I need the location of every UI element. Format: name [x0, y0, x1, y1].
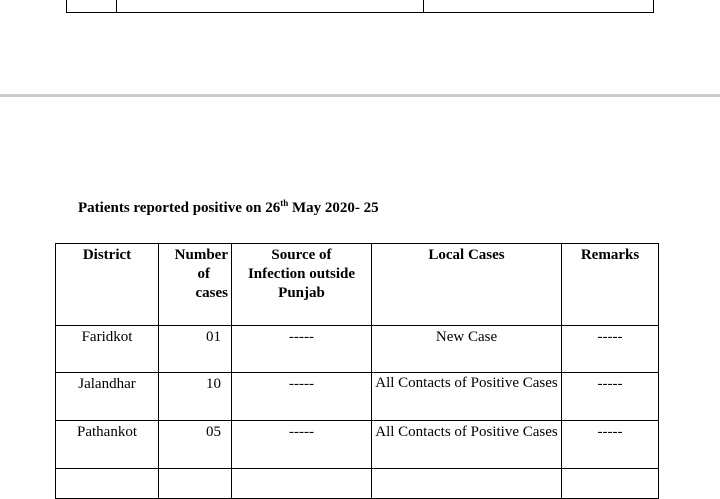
header-number-line: Number	[174, 247, 228, 263]
header-number-line: cases	[195, 285, 228, 301]
cell-district: Faridkot	[56, 326, 159, 373]
table-row	[56, 421, 659, 469]
header-source-line: Source of	[271, 247, 332, 263]
table-column-divider	[116, 0, 117, 12]
header-district: District	[56, 244, 159, 326]
cell-remarks: -----	[562, 373, 659, 421]
cell-remarks: -----	[562, 421, 659, 469]
positive-cases-table	[55, 243, 659, 499]
cell-remarks	[562, 469, 659, 499]
previous-table-fragment	[66, 0, 654, 13]
cell-cases: 10	[159, 373, 232, 421]
header-local-cases: Local Cases	[372, 244, 562, 326]
header-source-line: Infection outside	[247, 266, 356, 282]
section-heading	[78, 200, 379, 217]
table-header-row	[56, 244, 659, 326]
header-remarks: Remarks	[562, 244, 659, 326]
cell-source	[232, 469, 372, 499]
cell-source: -----	[232, 421, 372, 469]
cell-local-cases	[372, 469, 562, 499]
header-number-line: of	[197, 266, 210, 282]
cell-source: -----	[232, 326, 372, 373]
heading-superscript: th	[280, 198, 289, 208]
header-number-of-cases	[159, 244, 232, 326]
table-row-partial	[56, 469, 659, 499]
cell-cases: 01	[159, 326, 232, 373]
cell-source: -----	[232, 373, 372, 421]
cell-local-cases: All Contacts of Positive Cases	[372, 373, 562, 421]
table-column-divider	[423, 0, 424, 12]
cell-cases	[159, 469, 232, 499]
header-source-of-infection	[232, 244, 372, 326]
cell-remarks: -----	[562, 326, 659, 373]
table-row	[56, 373, 659, 421]
cell-local-cases: All Contacts of Positive Cases	[372, 421, 562, 469]
table-row	[56, 326, 659, 373]
heading-text: Patients reported positive on 26	[78, 200, 281, 216]
cell-cases: 05	[159, 421, 232, 469]
cell-local-cases: New Case	[372, 326, 562, 373]
heading-text-end: May 2020- 25	[288, 200, 379, 216]
cell-district: Jalandhar	[56, 373, 159, 421]
page-separator	[0, 94, 720, 97]
cell-district: Pathankot	[56, 421, 159, 469]
cell-district	[56, 469, 159, 499]
header-source-line: Punjab	[278, 285, 325, 301]
